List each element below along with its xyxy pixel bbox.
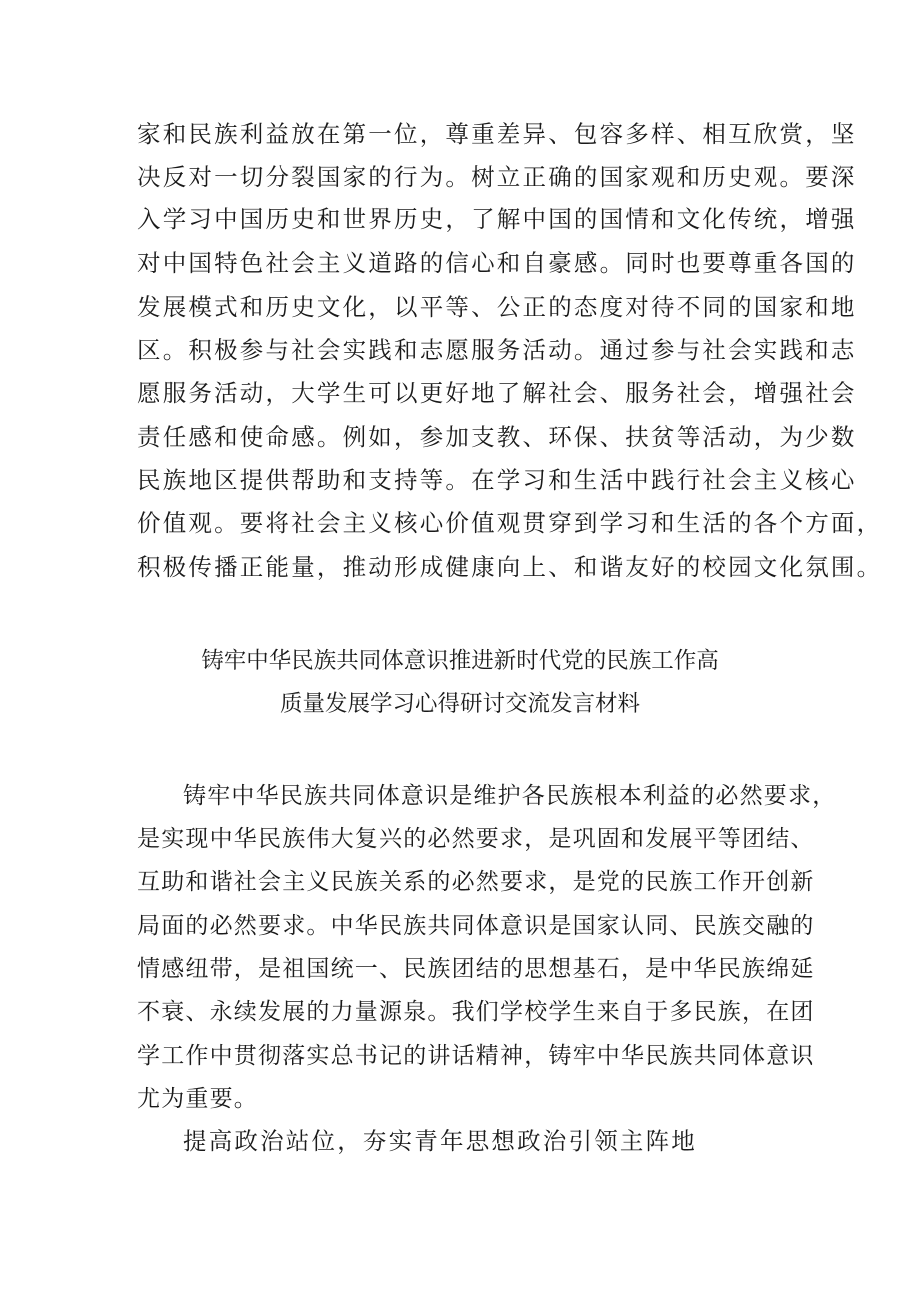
paragraph-line: 学工作中贯彻落实总书记的讲话精神，铸牢中华民族共同体意识 bbox=[137, 1043, 815, 1069]
paragraph-line: 情感纽带，是祖国统一、民族团结的思想基石，是中华民族绵延 bbox=[137, 956, 815, 982]
paragraph-line: 局面的必然要求。中华民族共同体意识是国家认同、民族交融的 bbox=[137, 913, 815, 939]
paragraph-line: 价值观。要将社会主义核心价值观贯穿到学习和生活的各个方面， bbox=[137, 509, 883, 537]
paragraph-line: 积极传播正能量，推动形成健康向上、和谐友好的校园文化氛围。 bbox=[137, 553, 883, 581]
paragraph-line: 民族地区提供帮助和支持等。在学习和生活中践行社会主义核心 bbox=[137, 466, 857, 494]
paragraph-line: 对中国特色社会主义道路的信心和自豪感。同时也要尊重各国的 bbox=[137, 249, 857, 277]
paragraph-line: 铸牢中华民族共同体意识是维护各民族根本利益的必然要求， bbox=[183, 783, 837, 809]
paragraph-line: 区。积极参与社会实践和志愿服务活动。通过参与社会实践和志 bbox=[137, 336, 857, 364]
paragraph-line: 家和民族利益放在第一位，尊重差异、包容多样、相互欣赏，坚 bbox=[137, 120, 857, 148]
paragraph-line: 互助和谐社会主义民族关系的必然要求，是党的民族工作开创新 bbox=[137, 869, 815, 895]
title-line: 质量发展学习心得研讨交流发言材料 bbox=[279, 691, 640, 717]
paragraph-line: 决反对一切分裂国家的行为。树立正确的国家观和历史观。要深 bbox=[137, 163, 857, 191]
paragraph-line: 发展模式和历史文化，以平等、公正的态度对待不同的国家和地 bbox=[137, 293, 857, 321]
paragraph-line: 责任感和使命感。例如，参加支教、环保、扶贫等活动，为少数 bbox=[137, 423, 857, 451]
paragraph-line: 是实现中华民族伟大复兴的必然要求，是巩固和发展平等团结、 bbox=[137, 826, 815, 852]
paragraph-line: 不衰、永续发展的力量源泉。我们学校学生来自于多民族，在团 bbox=[137, 999, 815, 1025]
title-line: 铸牢中华民族共同体意识推进新时代党的民族工作高 bbox=[201, 648, 719, 674]
paragraph-line: 入学习中国历史和世界历史，了解中国的国情和文化传统，增强 bbox=[137, 205, 857, 233]
section-subheading: 提高政治站位，夯实青年思想政治引领主阵地 bbox=[183, 1127, 697, 1155]
paragraph-line: 尤为重要。 bbox=[137, 1086, 258, 1112]
paragraph-line: 愿服务活动，大学生可以更好地了解社会、服务社会，增强社会 bbox=[137, 379, 857, 407]
